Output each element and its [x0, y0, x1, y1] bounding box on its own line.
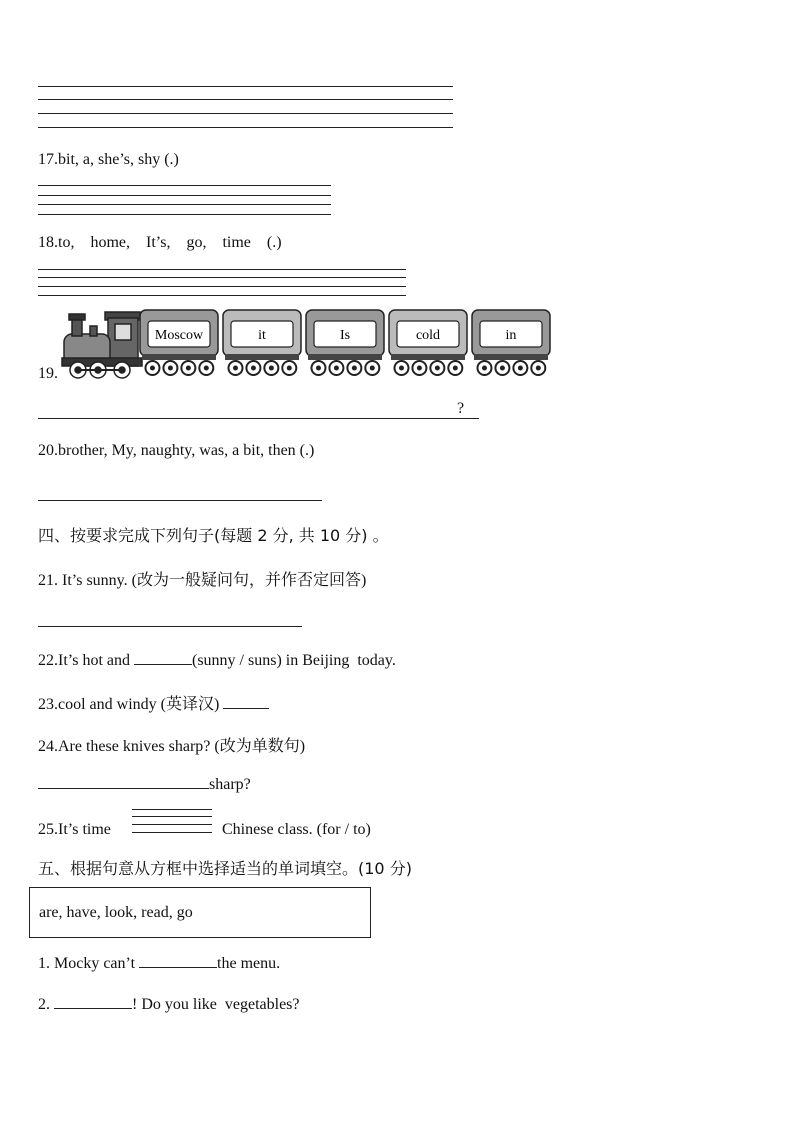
question-end-mark: ? — [457, 400, 465, 417]
answer-line — [38, 286, 406, 287]
section-5-question-1 — [38, 953, 280, 973]
train-car-word: cold — [415, 328, 441, 343]
answer-line — [38, 277, 406, 278]
answer-line — [38, 86, 453, 87]
train-car — [306, 310, 384, 375]
question-21 — [38, 567, 366, 590]
question-text-after: (sunny / suns) in Beijing today. — [192, 652, 396, 669]
answer-line — [38, 418, 479, 419]
fill-blank[interactable] — [54, 994, 132, 1009]
answer-line — [38, 185, 331, 186]
question-text-after: ! Do you like vegetables? — [132, 996, 300, 1013]
section-4-title: 四、按要求完成下列句子(每题 2 分, 共 10 分) 。 — [38, 526, 389, 545]
question-number: 18. — [38, 234, 58, 251]
question-prompt: brother, My, naughty, was, a bit, then (.) — [58, 442, 315, 459]
answer-line — [38, 204, 331, 205]
train-car — [472, 310, 550, 375]
word-box-words: are, have, look, read, go — [39, 904, 193, 921]
train-illustration — [60, 306, 560, 384]
answer-line — [38, 500, 322, 501]
answer-line — [38, 269, 406, 270]
locomotive — [62, 312, 142, 378]
question-24 — [38, 733, 305, 756]
question-number: 21. — [38, 572, 62, 589]
question-text-before: It’s hot and — [58, 652, 134, 669]
section-5-title: 五、根据句意从方框中选择适当的单词填空。(10 分) — [38, 859, 412, 878]
question-number: 20. — [38, 442, 58, 459]
question-24-answer — [38, 774, 251, 794]
train-car-word: Moscow — [154, 328, 204, 343]
question-number: 22. — [38, 652, 58, 669]
fill-blank[interactable] — [38, 774, 209, 789]
question-23 — [38, 691, 269, 714]
question-prompt: It’s sunny. (改为一般疑问句，并作否定回答) — [62, 572, 367, 589]
answer-line — [38, 195, 331, 196]
train-car — [140, 310, 218, 375]
question-18 — [38, 234, 282, 252]
question-number: 23. — [38, 696, 58, 713]
answer-line — [38, 626, 302, 627]
question-number: 24. — [38, 738, 58, 755]
train-car — [389, 310, 467, 375]
question-number: 17. — [38, 151, 58, 168]
train-car-word: Is — [339, 328, 351, 343]
section-5-question-2 — [38, 994, 300, 1014]
train-car — [223, 310, 301, 375]
question-text-after: the menu. — [217, 955, 281, 972]
answer-line — [132, 809, 212, 810]
question-number: 19. — [38, 365, 58, 382]
answer-tail: sharp? — [209, 776, 251, 793]
train-car-word: it — [258, 328, 266, 343]
answer-line — [38, 214, 331, 215]
train-icon — [60, 306, 560, 384]
answer-line — [38, 127, 453, 128]
question-17 — [38, 151, 179, 169]
answer-line — [38, 113, 453, 114]
answer-line — [132, 816, 212, 817]
question-number: 25. — [38, 821, 58, 838]
answer-line — [38, 99, 453, 100]
question-prompt: cool and windy (英译汉) — [58, 696, 224, 713]
question-text-after: Chinese class. (for / to) — [222, 821, 371, 838]
fill-blank[interactable] — [134, 650, 192, 665]
answer-line — [132, 824, 212, 825]
question-prompt: bit, a, she’s, shy (.) — [58, 151, 179, 168]
answer-line — [38, 295, 406, 296]
question-22 — [38, 650, 396, 670]
fill-blank[interactable] — [223, 694, 269, 709]
question-prompt: Are these knives sharp? (改为单数句) — [58, 738, 306, 755]
question-25 — [38, 821, 111, 839]
question-text-before: 2. — [38, 996, 54, 1013]
word-box — [29, 887, 371, 938]
fill-blank[interactable] — [139, 953, 217, 968]
question-text-before: It’s time — [58, 821, 111, 838]
answer-line — [132, 832, 212, 833]
question-20 — [38, 442, 314, 460]
question-text-before: 1. Mocky can’t — [38, 955, 140, 972]
question-prompt: to, home, It’s, go, time (.) — [58, 234, 282, 251]
train-car-word: in — [505, 328, 517, 343]
